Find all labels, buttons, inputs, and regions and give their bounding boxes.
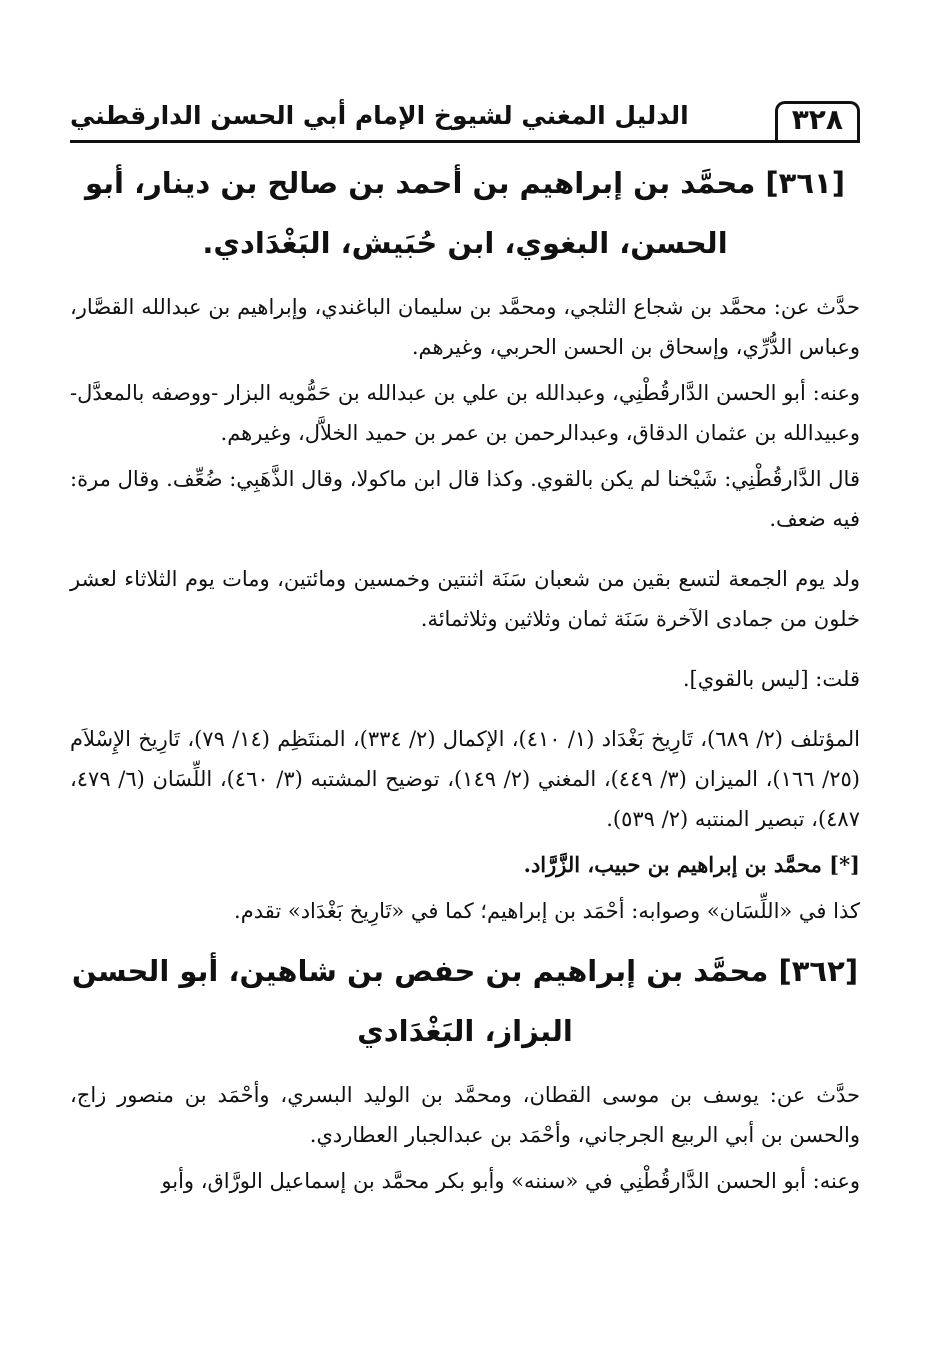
note-text: كذا في «اللِّسَان» وصوابه: أحْمَد بن إبراهيم؛ كما في «تَارِيخ بَغْدَاد» تقدم. xyxy=(234,899,860,923)
spacer xyxy=(70,705,860,719)
entry-361-dates: ولد يوم الجمعة لتسع بقين من شعبان سَنَة اثنتين وخمسين ومائتين، ومات يوم الثلاثاء لعشر خلون من جمادى الآخرة سَنَة ثمان وثلاثين وثلاثمائة. xyxy=(70,567,860,631)
content xyxy=(70,153,860,1201)
entry-361-title: [٣٦١] محمَّد بن إبراهيم بن أحمد بن صالح بن دينار، أبو الحسن، البغوي، ابن حُبَيش، البَغْدَادي. xyxy=(84,166,846,260)
entry-361-grading: قال الدَّارقُطْنِي: شَيْخنا لم يكن بالقوي. وكذا قال ابن ماكولا، وقال الذَّهَبِي: ضُعِّف. وقال مرة: فيه ضعف. xyxy=(70,467,860,531)
note-title: [*] محمَّد بن إبراهيم بن حبيب، الزَّرَّاد. xyxy=(523,852,860,877)
entry-362-title: [٣٦٢] محمَّد بن إبراهيم بن حفص بن شاهين، أبو الحسن البزاز، البَغْدَادي xyxy=(71,954,859,1048)
page xyxy=(70,80,860,1207)
spacer xyxy=(70,645,860,659)
entry-362-teachers: حدَّث عن: يوسف بن موسى القطان، ومحمَّد بن الوليد البسري، وأحْمَد بن منصور زاج، والحسن بن أبي الربيع الجرجاني، وأحْمَد بن عبدالجبار العطاردي. xyxy=(70,1083,860,1147)
entry-361-verdict: قلت: [ليس بالقوي]. xyxy=(682,667,860,691)
spacer xyxy=(70,545,860,559)
running-title: الدليل المغني لشيوخ الإمام أبي الحسن الدارقطني xyxy=(70,101,689,130)
entry-361-students: وعنه: أبو الحسن الدَّارقُطْنِي، وعبدالله بن علي بن عبدالله بن حَمُّويه البزار -ووصفه بالمعدَّل- وعبيدالله بن عثمان الدقاق، وعبدالرحمن بن عمر بن حميد الخلاَّل، وغيرهم. xyxy=(70,381,860,445)
page-header xyxy=(70,80,860,140)
page-number: ٣٢٨ xyxy=(775,101,860,140)
entry-361-teachers: حدَّث عن: محمَّد بن شجاع الثلجي، ومحمَّد بن سليمان الباغندي، وإبراهيم بن عبدالله القصَّار، وعباس الدُّرِّي، وإسحاق بن الحسن الحربي، وغيرهم. xyxy=(70,295,860,359)
header-rule xyxy=(70,140,860,143)
entry-361-sources: المؤتلف (٢/ ٦٨٩)، تَارِيخ بَغْدَاد (١/ ٤١٠)، الإكمال (٢/ ٣٣٤)، المنتَظِم (١٤/ ٧٩)، تَارِيخ الإِسْلاَم (٢٥/ ١٦٦)، الميزان (٣/ ٤٤٩)، المغني (٢/ ١٤٩)، توضيح المشتبه (٣/ ٤٦٠)، اللِّسَان (٦/ ٤٧٩، ٤٨٧)، تبصير المنتبه (٢/ ٥٣٩). xyxy=(70,727,860,831)
entry-362-students: وعنه: أبو الحسن الدَّارقُطْنِي في «سننه» وأبو بكر محمَّد بن إسماعيل الورَّاق، وأبو xyxy=(161,1169,860,1193)
